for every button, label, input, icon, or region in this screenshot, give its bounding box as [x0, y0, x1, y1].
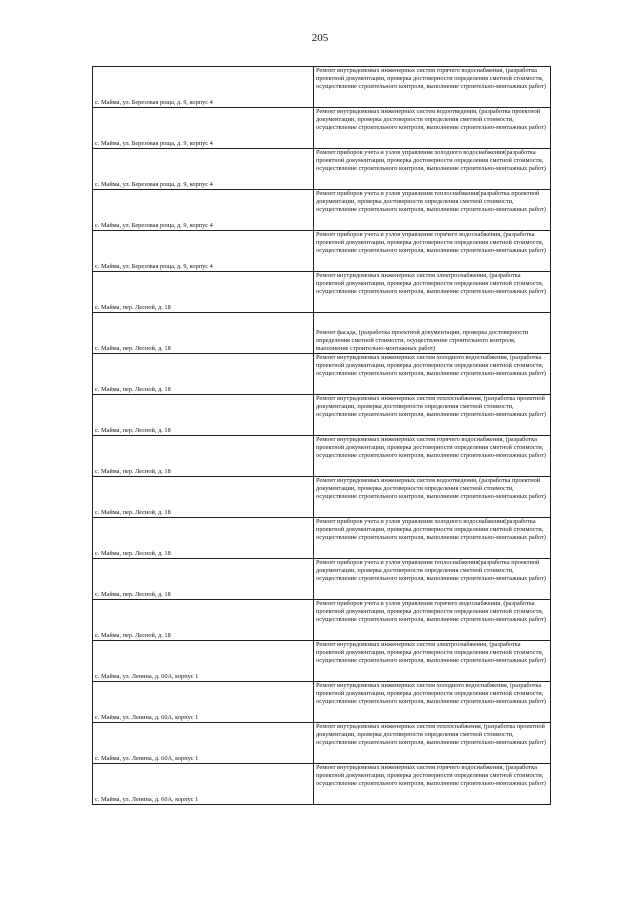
work-description-cell: Ремонт приборов учета и узлов управления холодного водоснабжения(разработка проектной документации, проверка достоверности определения сметной стоимости, осуществление строительного контроля, выполнение строительно-монтажных работ): [314, 518, 551, 559]
work-description-cell: Ремонт внутридомовых инженерных систем водоотведения, (разработка проектной документации, проверка достоверности определения сметной стоимости, осуществление строительного контроля, выполнение строительно-монтажных работ): [314, 108, 551, 149]
work-description-cell: Ремонт приборов учета и узлов управления горячего водоснабжения, (разработка проектной документации, проверка достоверности определения сметной стоимости, осуществление строительного контроля, выполнение строительно-монтажных работ): [314, 600, 551, 641]
table-row: [93, 518, 551, 559]
address-cell: с. Майма, ул. Березовая роща, д. 9, корпус 4: [93, 108, 314, 149]
address-cell: с. Майма, пер. Лесной, д. 18: [93, 313, 314, 354]
work-description-cell: Ремонт внутридомовых инженерных систем холодного водоснабжения, (разработка проектной документации, проверка достоверности определения сметной стоимости, осуществление строительного контроля, выполнение строительно-монтажных работ): [314, 682, 551, 723]
table-row: [93, 723, 551, 764]
work-description-cell: Ремонт внутридомовых инженерных систем водоотведения, (разработка проектной документации, проверка достоверности определения сметной стоимости, осуществление строительного контроля, выполнение строительно-монтажных работ): [314, 477, 551, 518]
table-row: [93, 477, 551, 518]
work-description-cell: Ремонт внутридомовых инженерных систем электроснабжения, (разработка проектной документации, проверка достоверности определения сметной стоимости, осуществление строительного контроля, выполнение строительно-монтажных работ): [314, 641, 551, 682]
work-description-cell: Ремонт внутридомовых инженерных систем горячего водоснабжения, (разработка проектной документации, проверка достоверности определения сметной стоимости, осуществление строительного контроля, выполнение строительно-монтажных работ): [314, 764, 551, 805]
table-row: [93, 600, 551, 641]
work-description-cell: Ремонт фасада, (разработка проектной документации, проверка достоверности определения сметной стоимости, осуществление строительного контроля, выполнение строительно-монтажных работ): [314, 313, 551, 354]
address-cell: с. Майма, ул. Ленина, д. 60А, корпус 1: [93, 641, 314, 682]
work-description-cell: Ремонт внутридомовых инженерных систем горячего водоснабжения, (разработка проектной документации, проверка достоверности определения сметной стоимости, осуществление строительного контроля, выполнение строительно-монтажных работ): [314, 436, 551, 477]
table-row: [93, 354, 551, 395]
address-cell: с. Майма, ул. Ленина, д. 60А, корпус 1: [93, 682, 314, 723]
table-row: [93, 559, 551, 600]
table-row: [93, 313, 551, 354]
address-cell: с. Майма, ул. Березовая роща, д. 9, корпус 4: [93, 67, 314, 108]
address-cell: с. Майма, ул. Ленина, д. 60А, корпус 1: [93, 723, 314, 764]
table-row: [93, 231, 551, 272]
table-row: [93, 682, 551, 723]
work-description-cell: Ремонт внутридомовых инженерных систем теплоснабжения, (разработка проектной документации, проверка достоверности определения сметной стоимости, осуществление строительного контроля, выполнение строительно-монтажных работ): [314, 723, 551, 764]
work-description-cell: Ремонт внутридомовых инженерных систем холодного водоснабжения, (разработка проектной документации, проверка достоверности определения сметной стоимости, осуществление строительного контроля, выполнение строительно-монтажных работ): [314, 354, 551, 395]
works-table: [92, 66, 551, 805]
work-description-cell: Ремонт приборов учета и узлов управления теплоснабжения(разработка проектной документации, проверка достоверности определения сметной стоимости, осуществление строительного контроля, выполнение строительно-монтажных работ): [314, 190, 551, 231]
work-description-cell: Ремонт внутридомовых инженерных систем электроснабжения, (разработка проектной документации, проверка достоверности определения сметной стоимости, осуществление строительного контроля, выполнение строительно-монтажных работ): [314, 272, 551, 313]
address-cell: с. Майма, пер. Лесной, д. 18: [93, 559, 314, 600]
address-cell: с. Майма, пер. Лесной, д. 18: [93, 477, 314, 518]
table-row: [93, 149, 551, 190]
page-number: 205: [311, 32, 329, 44]
table-row: [93, 67, 551, 108]
address-cell: с. Майма, пер. Лесной, д. 18: [93, 272, 314, 313]
address-cell: с. Майма, пер. Лесной, д. 18: [93, 436, 314, 477]
address-cell: с. Майма, ул. Березовая роща, д. 9, корпус 4: [93, 190, 314, 231]
address-cell: с. Майма, ул. Березовая роща, д. 9, корпус 4: [93, 231, 314, 272]
work-description-cell: Ремонт внутридомовых инженерных систем горячего водоснабжения, (разработка проектной документации, проверка достоверности определения сметной стоимости, осуществление строительного контроля, выполнение строительно-монтажных работ): [314, 67, 551, 108]
address-cell: с. Майма, пер. Лесной, д. 18: [93, 354, 314, 395]
address-cell: с. Майма, пер. Лесной, д. 18: [93, 600, 314, 641]
work-description-cell: Ремонт приборов учета и узлов управления горячего водоснабжения, (разработка проектной документации, проверка достоверности определения сметной стоимости, осуществление строительного контроля, выполнение строительно-монтажных работ): [314, 231, 551, 272]
table-row: [93, 272, 551, 313]
works-table-body: [93, 67, 551, 805]
table-row: [93, 764, 551, 805]
address-cell: с. Майма, ул. Ленина, д. 60А, корпус 1: [93, 764, 314, 805]
work-description-cell: Ремонт приборов учета и узлов управления теплоснабжения(разработка проектной документации, проверка достоверности определения сметной стоимости, осуществление строительного контроля, выполнение строительно-монтажных работ): [314, 559, 551, 600]
address-cell: с. Майма, ул. Березовая роща, д. 9, корпус 4: [93, 149, 314, 190]
table-row: [93, 641, 551, 682]
address-cell: с. Майма, пер. Лесной, д. 18: [93, 518, 314, 559]
table-row: [93, 436, 551, 477]
table-row: [93, 395, 551, 436]
work-description-cell: Ремонт внутридомовых инженерных систем теплоснабжения, (разработка проектной документации, проверка достоверности определения сметной стоимости, осуществление строительного контроля, выполнение строительно-монтажных работ): [314, 395, 551, 436]
work-description-cell: Ремонт приборов учета и узлов управления холодного водоснабжения(разработка проектной документации, проверка достоверности определения сметной стоимости, осуществление строительного контроля, выполнение строительно-монтажных работ): [314, 149, 551, 190]
table-row: [93, 190, 551, 231]
address-cell: с. Майма, пер. Лесной, д. 18: [93, 395, 314, 436]
table-row: [93, 108, 551, 149]
